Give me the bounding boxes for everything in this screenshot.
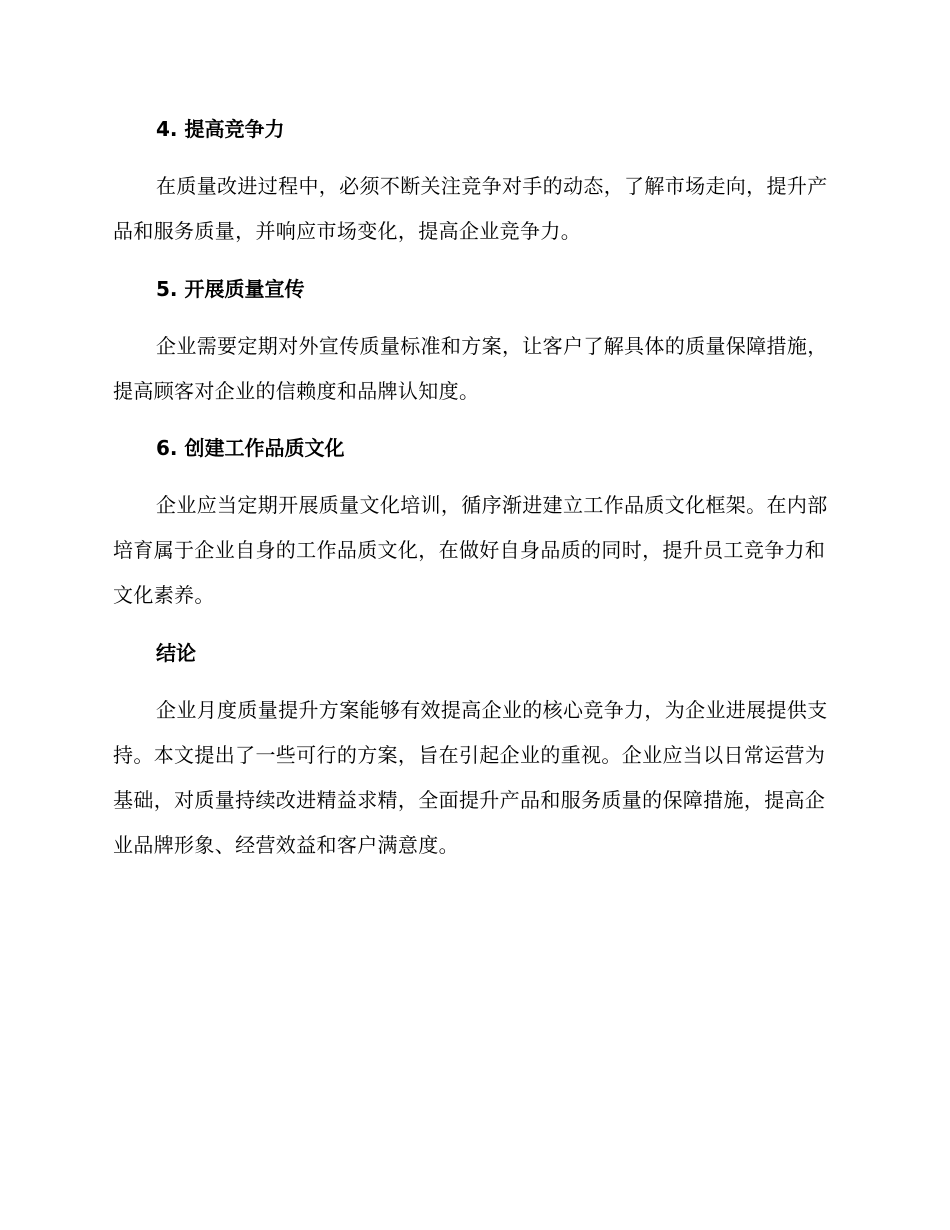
section-heading-quality-promotion: 5. 开展质量宣传	[156, 277, 305, 301]
section-paragraph-improve-competitiveness: 在质量改进过程中，必须不断关注竞争对手的动态，了解市场走向，提升产品和服务质量，并响应市场变化，提高企业竞争力。	[113, 174, 828, 243]
section-heading-quality-culture: 6. 创建工作品质文化	[156, 436, 345, 460]
section-heading-conclusion: 结论	[156, 641, 196, 665]
section-heading-improve-competitiveness: 4. 提高竞争力	[156, 117, 285, 141]
section-paragraph-conclusion: 企业月度质量提升方案能够有效提高企业的核心竞争力，为企业进展提供支持。本文提出了一些可行的方案，旨在引起企业的重视。企业应当以日常运营为基础，对质量持续改进精益求精，全面提升产品和服务质量的保障措施，提高企业品牌形象、经营效益和客户满意度。	[113, 698, 828, 857]
section-paragraph-quality-promotion: 企业需要定期对外宣传质量标准和方案，让客户了解具体的质量保障措施，提高顾客对企业的信赖度和品牌认知度。	[113, 334, 828, 403]
section-paragraph-quality-culture: 企业应当定期开展质量文化培训，循序渐进建立工作品质文化框架。在内部培育属于企业自身的工作品质文化，在做好自身品质的同时，提升员工竞争力和文化素养。	[113, 493, 828, 607]
